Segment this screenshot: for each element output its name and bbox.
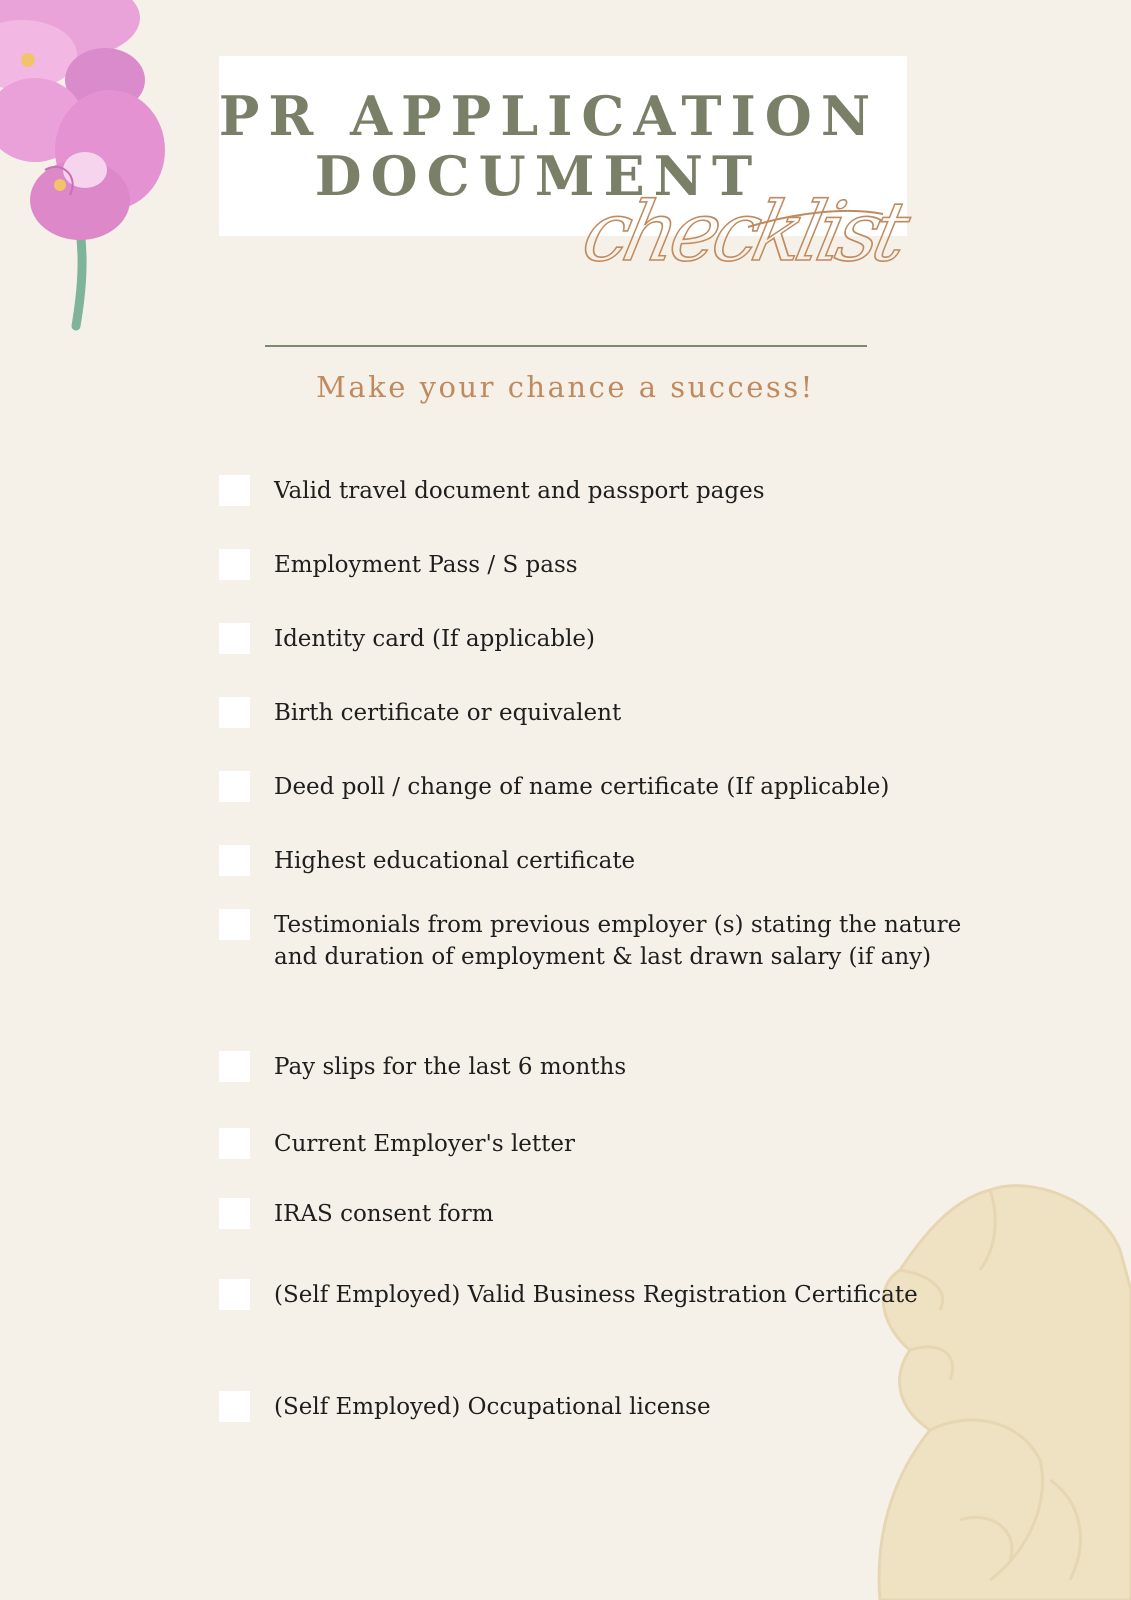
checklist-item-label: IRAS consent form xyxy=(274,1201,494,1227)
checkbox[interactable] xyxy=(219,771,250,802)
page-title-line-2: DOCUMENT xyxy=(314,144,762,208)
checkbox[interactable] xyxy=(219,623,250,654)
checkbox[interactable] xyxy=(219,475,250,506)
checkbox[interactable] xyxy=(219,549,250,580)
checkbox[interactable] xyxy=(219,697,250,728)
checklist-item-label: (Self Employed) Occupational license xyxy=(274,1394,711,1420)
checkbox[interactable] xyxy=(219,1279,250,1310)
tagline: Make your chance a success! xyxy=(316,370,815,404)
checkbox[interactable] xyxy=(219,1051,250,1082)
checklist-item-label: Valid travel document and passport pages xyxy=(274,478,765,504)
checklist-item-label: Pay slips for the last 6 months xyxy=(274,1054,627,1080)
checkbox[interactable] xyxy=(219,909,250,940)
checklist-script-word xyxy=(575,172,912,312)
checklist-item-label: (Self Employed) Valid Business Registration Certificate xyxy=(274,1282,918,1308)
checkbox[interactable] xyxy=(219,1128,250,1159)
checklist-item-label: Deed poll / change of name certificate (If applicable) xyxy=(274,774,890,800)
checklist-item-label: Identity card (If applicable) xyxy=(274,626,596,652)
merlion-statue-illustration xyxy=(870,1180,1131,1600)
checkbox[interactable] xyxy=(219,1391,250,1422)
checkbox[interactable] xyxy=(219,845,250,876)
checklist-item-label: Employment Pass / S pass xyxy=(274,552,578,578)
section-divider xyxy=(265,345,867,347)
checklist-item-label: Current Employer's letter xyxy=(274,1131,575,1157)
checkbox[interactable] xyxy=(219,1198,250,1229)
checklist-item-label: Birth certificate or equivalent xyxy=(274,700,622,726)
orchid-flower-illustration xyxy=(0,0,170,330)
checklist-item-label: Highest educational certificate xyxy=(274,848,636,874)
page-title-line-1: PR APPLICATION xyxy=(218,84,880,148)
checklist-item-label: Testimonials from previous employer (s) stating the nature and duration of employment & last drawn salary (if any) xyxy=(274,912,962,970)
svg-text:checklist: checklist xyxy=(575,183,912,280)
